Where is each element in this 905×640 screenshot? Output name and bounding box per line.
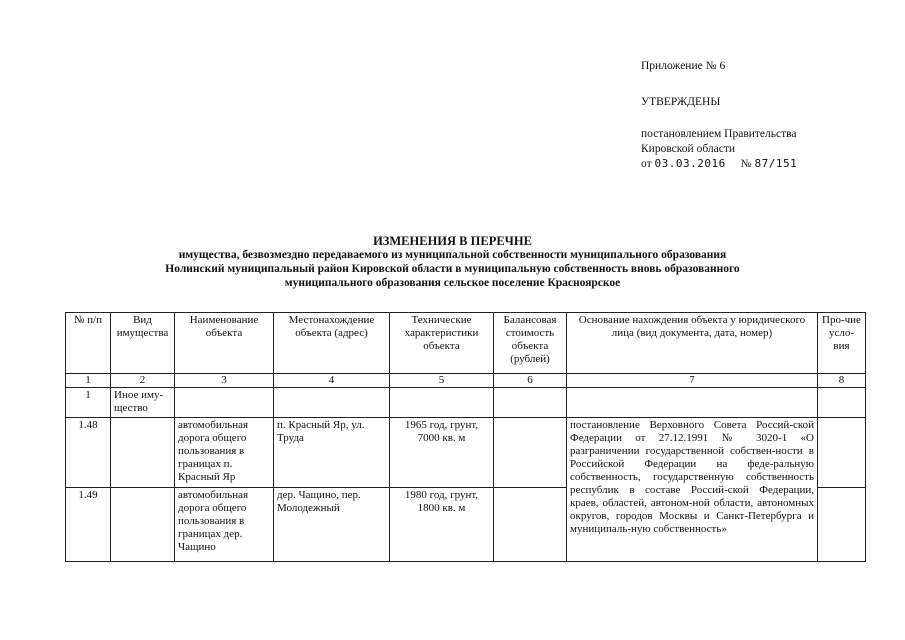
header-technical-specs: Технические характеристики объекта [390,313,494,374]
object-name: автомобильная дорога общего пользования в границах п. Красный Яр [175,418,274,488]
object-address: п. Красный Яр, ул. Труда [274,418,390,488]
object-tech-specs: 1965 год, грунт, 7000 кв. м [390,418,494,488]
decree-date-line [641,157,797,170]
subtitle-line-2: Нолинский муниципальный район Кировской области в муниципальную собственность вновь образованного [165,263,740,275]
header-location: Местонахождение объекта (адрес) [274,313,390,374]
row-number: 1.48 [66,418,111,488]
number-prefix: № [740,158,752,170]
column-number: 4 [274,374,390,388]
header-object-name: Наименование объекта [175,313,274,374]
column-number: 3 [175,374,274,388]
subtitle-line-1: имущества, безвозмездно передаваемого из муниципальной собственности муниципального образования [178,249,727,261]
approved-label: УТВЕРЖДЕНЫ [641,96,721,108]
handwritten-date: 03.03.2016 [654,157,726,170]
decree-line-1: постановлением Правительства [641,128,797,140]
category-number: 1 [66,388,111,418]
column-number: 6 [494,374,567,388]
header-book-value: Балансовая стоимость объекта (рублей) [494,313,567,374]
object-name: автомобильная дорога общего пользования в границах дер. Чащино [175,488,274,562]
legal-basis: постановление Верховного Совета Россий-ской Федерации от 27.12.1991 № 3020-1 «О разграничении государственной собствен-ности в Российской Федерации на феде-ральную собственность, государственную собственность республик в составе Россий-ской Федерации, краев, областей, автоном-ной области, автономных округов, городов Москвы и Санкт-Петербурга и муниципаль-ную собственность» [567,418,818,562]
column-number: 7 [567,374,818,388]
column-number: 2 [111,374,175,388]
column-number: 5 [390,374,494,388]
header-legal-basis: Основание нахождения объекта у юридического лица (вид документа, дата, номер) [567,313,818,374]
table-row [66,418,866,488]
decree-line-2: Кировской области [641,143,736,155]
object-address: дер. Чащино, пер. Молодежный [274,488,390,562]
column-number: 8 [818,374,866,388]
header-number: № п/п [66,313,111,374]
category-type: Иное иму-щество [111,388,175,418]
subtitle-line-3: муниципального образования сельское поселение Красноярское [284,277,621,289]
table-header-row [66,313,866,374]
category-row [66,388,866,418]
column-number-row [66,374,866,388]
property-table [65,312,866,562]
document-title: ИЗМЕНЕНИЯ В ПЕРЕЧНЕ [373,234,532,248]
date-prefix: от [641,158,652,170]
column-number: 1 [66,374,111,388]
header-other-conditions: Про-чие усло-вия [818,313,866,374]
object-tech-specs: 1980 год, грунт, 1800 кв. м [390,488,494,562]
appendix-label: Приложение № 6 [641,60,726,72]
row-number: 1.49 [66,488,111,562]
header-property-type: Вид имущества [111,313,175,374]
handwritten-number: 87/151 [754,157,798,170]
